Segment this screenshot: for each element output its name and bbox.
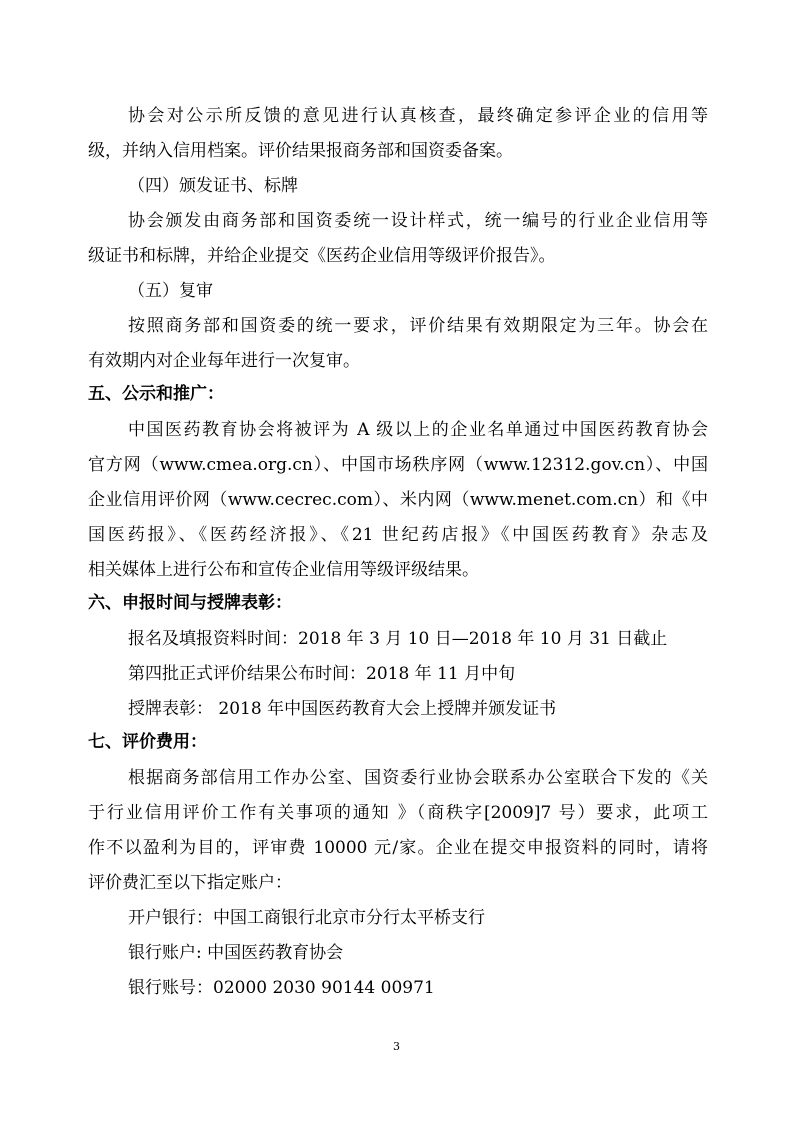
review-paragraph-line-1: 协会对公示所反馈的意见进行认真核查，最终确定参评企业的信用等 bbox=[128, 106, 708, 126]
section-7-line-3: 作不以盈利为目的，评审费 10000 元/家。企业在提交申报资料的同时，请将 bbox=[88, 838, 708, 858]
result-announcement-line: 第四批正式评价结果公布时间：2018 年 11 月中旬 bbox=[128, 664, 516, 684]
review-paragraph-line-2: 级，并纳入信用档案。评价结果报商务部和国资委备案。 bbox=[88, 141, 513, 161]
section-7-line-4: 评价费汇至以下指定账户： bbox=[88, 873, 292, 893]
section-6-heading: 六、申报时间与授牌表彰： bbox=[88, 593, 292, 613]
section-5-line-2: 官方网（www.cmea.org.cn）、中国市场秩序网（www.12312.gov.cn）、中国 bbox=[88, 455, 708, 475]
section-5-line-4: 国医药报》、《医药经济报》、《21 世纪药店报》《中国医药教育》杂志及 bbox=[88, 525, 708, 545]
bank-name-line: 开户银行：中国工商银行北京市分行太平桥支行 bbox=[128, 908, 485, 928]
section-5-line-3: 企业信用评价网（www.cecrec.com）、米内网（www.menet.com.cn）和《中 bbox=[88, 490, 708, 510]
section-5-line-1: 中国医药教育协会将被评为 A 级以上的企业名单通过中国医药教育协会 bbox=[128, 420, 708, 440]
application-period-line: 报名及填报资料时间：2018 年 3 月 10 日—2018 年 10 月 31 日截止 bbox=[128, 629, 668, 649]
page-number: 3 bbox=[393, 1040, 400, 1053]
certificate-paragraph-line-1: 协会颁发由商务部和国资委统一设计样式，统一编号的行业企业信用等 bbox=[128, 211, 708, 231]
subsection-5-title: （五）复审 bbox=[128, 281, 213, 301]
section-7-heading: 七、评价费用： bbox=[88, 732, 207, 752]
section-5-line-5: 相关媒体上进行公布和宣传企业信用等级评级结果。 bbox=[88, 560, 479, 580]
recheck-paragraph-line-1: 按照商务部和国资委的统一要求，评价结果有效期限定为三年。协会在 bbox=[128, 316, 708, 336]
bank-account-name-line: 银行账户: 中国医药教育协会 bbox=[128, 943, 344, 963]
recheck-paragraph-line-2: 有效期内对企业每年进行一次复审。 bbox=[88, 351, 360, 371]
bank-account-number-line: 银行账号：02000 2030 90144 00971 bbox=[128, 978, 435, 998]
section-7-line-1: 根据商务部信用工作办公室、国资委行业协会联系办公室联合下发的《关 bbox=[128, 768, 708, 788]
section-5-heading: 五、公示和推广： bbox=[88, 384, 224, 404]
award-ceremony-line: 授牌表彰： 2018 年中国医药教育大会上授牌并颁发证书 bbox=[128, 699, 557, 719]
subsection-4-title: （四）颁发证书、标牌 bbox=[128, 176, 298, 196]
certificate-paragraph-line-2: 级证书和标牌，并给企业提交《医药企业信用等级评价报告》。 bbox=[88, 246, 556, 266]
section-7-line-2: 于行业信用评价工作有关事项的通知 》（商秩字[2009]7 号）要求，此项工 bbox=[88, 803, 708, 823]
